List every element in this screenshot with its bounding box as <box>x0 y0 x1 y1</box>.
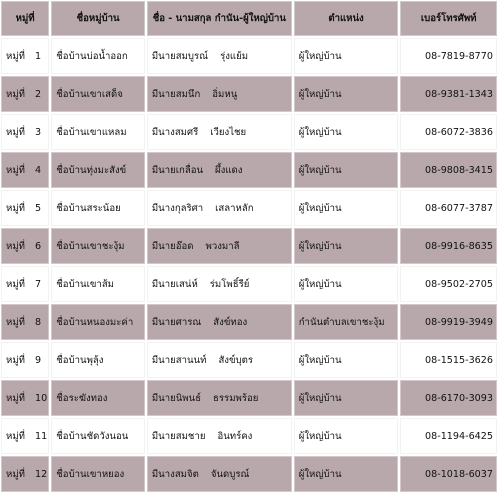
cell-phone: 08-9808-3415 <box>400 152 497 188</box>
cell-moo <box>1 266 49 302</box>
cell-moo <box>1 190 49 226</box>
cell-moo <box>1 38 49 74</box>
cell-name <box>147 418 292 454</box>
cell-moo <box>1 304 49 340</box>
cell-village: ชื่อระฆังทอง <box>51 380 145 416</box>
cell-position: ผู้ใหญ่บ้าน <box>294 456 399 492</box>
cell-name <box>147 76 292 112</box>
cell-phone: 08-9916-8635 <box>400 228 497 264</box>
cell-village: ชื่อบ้านเขาชะงุ้ม <box>51 228 145 264</box>
last-name: พวงมาลี <box>205 240 240 252</box>
last-name: สังข์บุตร <box>218 354 254 366</box>
header-moo: หมู่ที่ <box>1 1 49 36</box>
last-name: ผึ้งแดง <box>215 164 243 176</box>
cell-moo <box>1 418 49 454</box>
cell-village: ชื่อบ้านบ่อน้ำออก <box>51 38 145 74</box>
first-name: มีนายเสน่ห์ <box>151 278 198 290</box>
cell-village: ชื่อบ้านเขาส้ม <box>51 266 145 302</box>
first-name: มีนายสมชาย <box>151 430 206 442</box>
cell-moo <box>1 76 49 112</box>
last-name: อินทร์คง <box>217 430 253 442</box>
first-name: มีนายศารณ <box>151 316 202 328</box>
cell-village: ชื่อบ้านหนองมะค่า <box>51 304 145 340</box>
cell-phone: 08-1018-6037 <box>400 456 497 492</box>
cell-name <box>147 342 292 378</box>
cell-position: ผู้ใหญ่บ้าน <box>294 76 399 112</box>
table-row <box>1 418 497 454</box>
moo-number: 4 <box>34 164 42 176</box>
moo-label: หมู่ที่ <box>6 354 25 366</box>
moo-label: หมู่ที่ <box>6 164 25 176</box>
table-row <box>1 114 497 150</box>
cell-village: ชื่อบ้านพุลุ้ง <box>51 342 145 378</box>
header-village: ชื่อหมู่บ้าน <box>51 1 145 36</box>
cell-position: ผู้ใหญ่บ้าน <box>294 342 399 378</box>
cell-village: ชื่อบ้านชัดวังนอน <box>51 418 145 454</box>
first-name: มีนายสานนท์ <box>151 354 207 366</box>
table-row <box>1 266 497 302</box>
table-row <box>1 380 497 416</box>
moo-label: หมู่ที่ <box>6 50 25 62</box>
table-row <box>1 304 497 340</box>
last-name: อิ่มหนู <box>212 88 238 100</box>
last-name: เสลาหลัก <box>215 202 254 214</box>
cell-moo <box>1 456 49 492</box>
cell-name <box>147 304 292 340</box>
moo-number: 8 <box>34 316 42 328</box>
moo-label: หมู่ที่ <box>6 240 25 252</box>
cell-phone: 08-9502-2705 <box>400 266 497 302</box>
cell-village: ชื่อบ้านเขาหยอง <box>51 456 145 492</box>
first-name: มีนายเกลื่อน <box>151 164 204 176</box>
first-name: มีนายนิพนธ์ <box>151 392 202 404</box>
cell-phone: 08-6077-3787 <box>400 190 497 226</box>
cell-phone: 08-7819-8770 <box>400 38 497 74</box>
cell-phone: 08-9919-3949 <box>400 304 497 340</box>
cell-name <box>147 228 292 264</box>
cell-phone: 08-6170-3093 <box>400 380 497 416</box>
moo-number: 12 <box>34 468 48 480</box>
last-name: ธรรมพร้อย <box>213 392 259 404</box>
moo-label: หมู่ที่ <box>6 202 25 214</box>
cell-name <box>147 456 292 492</box>
cell-name <box>147 266 292 302</box>
cell-position: ผู้ใหญ่บ้าน <box>294 152 399 188</box>
cell-phone: 08-1194-6425 <box>400 418 497 454</box>
cell-name <box>147 190 292 226</box>
cell-name <box>147 152 292 188</box>
cell-name <box>147 38 292 74</box>
moo-label: หมู่ที่ <box>6 430 25 442</box>
cell-position: กำนันตำบลเขาชะงุ้ม <box>294 304 399 340</box>
cell-position: ผู้ใหญ่บ้าน <box>294 38 399 74</box>
moo-number: 2 <box>34 88 42 100</box>
cell-position: ผู้ใหญ่บ้าน <box>294 228 399 264</box>
table-body <box>1 38 497 492</box>
cell-village: ชื่อบ้านทุ่งมะสังข์ <box>51 152 145 188</box>
moo-number: 7 <box>34 278 42 290</box>
cell-moo <box>1 342 49 378</box>
cell-name <box>147 380 292 416</box>
first-name: มีนายสมนึก <box>151 88 201 100</box>
table-row <box>1 456 497 492</box>
last-name: สังข์ทอง <box>213 316 248 328</box>
table-row <box>1 76 497 112</box>
moo-number: 6 <box>34 240 42 252</box>
cell-phone: 08-1515-3626 <box>400 342 497 378</box>
table-row <box>1 190 497 226</box>
cell-phone: 08-6072-3836 <box>400 114 497 150</box>
moo-label: หมู่ที่ <box>6 88 25 100</box>
moo-label: หมู่ที่ <box>6 316 25 328</box>
cell-position: ผู้ใหญ่บ้าน <box>294 266 399 302</box>
cell-name <box>147 114 292 150</box>
cell-village: ชื่อบ้านเขาแหลม <box>51 114 145 150</box>
cell-village: ชื่อบ้านสระน้อย <box>51 190 145 226</box>
header-name: ชื่อ - นามสกุล กำนัน-ผู้ใหญ่บ้าน <box>147 1 292 36</box>
table-row <box>1 152 497 188</box>
moo-label: หมู่ที่ <box>6 392 25 404</box>
cell-position: ผู้ใหญ่บ้าน <box>294 380 399 416</box>
first-name: มีนางกุลริศา <box>151 202 204 214</box>
last-name: ร่มโพธิ์รีย์ <box>209 278 250 290</box>
first-name: มีนางสมศรี <box>151 126 199 138</box>
moo-number: 9 <box>34 354 42 366</box>
cell-phone: 08-9381-1343 <box>400 76 497 112</box>
cell-position: ผู้ใหญ่บ้าน <box>294 418 399 454</box>
cell-position: ผู้ใหญ่บ้าน <box>294 190 399 226</box>
table-row <box>1 342 497 378</box>
table-row <box>1 228 497 264</box>
last-name: รุ่งแย้ม <box>220 50 249 62</box>
last-name: เวียงไชย <box>210 126 247 138</box>
moo-label: หมู่ที่ <box>6 278 25 290</box>
first-name: มีนายอ๊อด <box>151 240 194 252</box>
cell-village: ชื่อบ้านเขาเสด็จ <box>51 76 145 112</box>
cell-moo <box>1 114 49 150</box>
header-phone: เบอร์โทรศัพท์ <box>400 1 497 36</box>
table-header-row <box>1 1 497 36</box>
moo-number: 1 <box>34 50 42 62</box>
last-name: จันดบูรณ์ <box>210 468 250 480</box>
cell-moo <box>1 380 49 416</box>
moo-number: 11 <box>34 430 48 442</box>
moo-label: หมู่ที่ <box>6 468 25 480</box>
first-name: มีนายสมบูรณ์ <box>151 50 209 62</box>
cell-position: ผู้ใหญ่บ้าน <box>294 114 399 150</box>
header-position: ตำแหน่ง <box>294 1 399 36</box>
cell-moo <box>1 152 49 188</box>
moo-number: 10 <box>34 392 48 404</box>
first-name: มีนางสมจิต <box>151 468 199 480</box>
moo-label: หมู่ที่ <box>6 126 25 138</box>
moo-number: 3 <box>34 126 42 138</box>
cell-moo <box>1 228 49 264</box>
table-row <box>1 38 497 74</box>
moo-number: 5 <box>34 202 42 214</box>
